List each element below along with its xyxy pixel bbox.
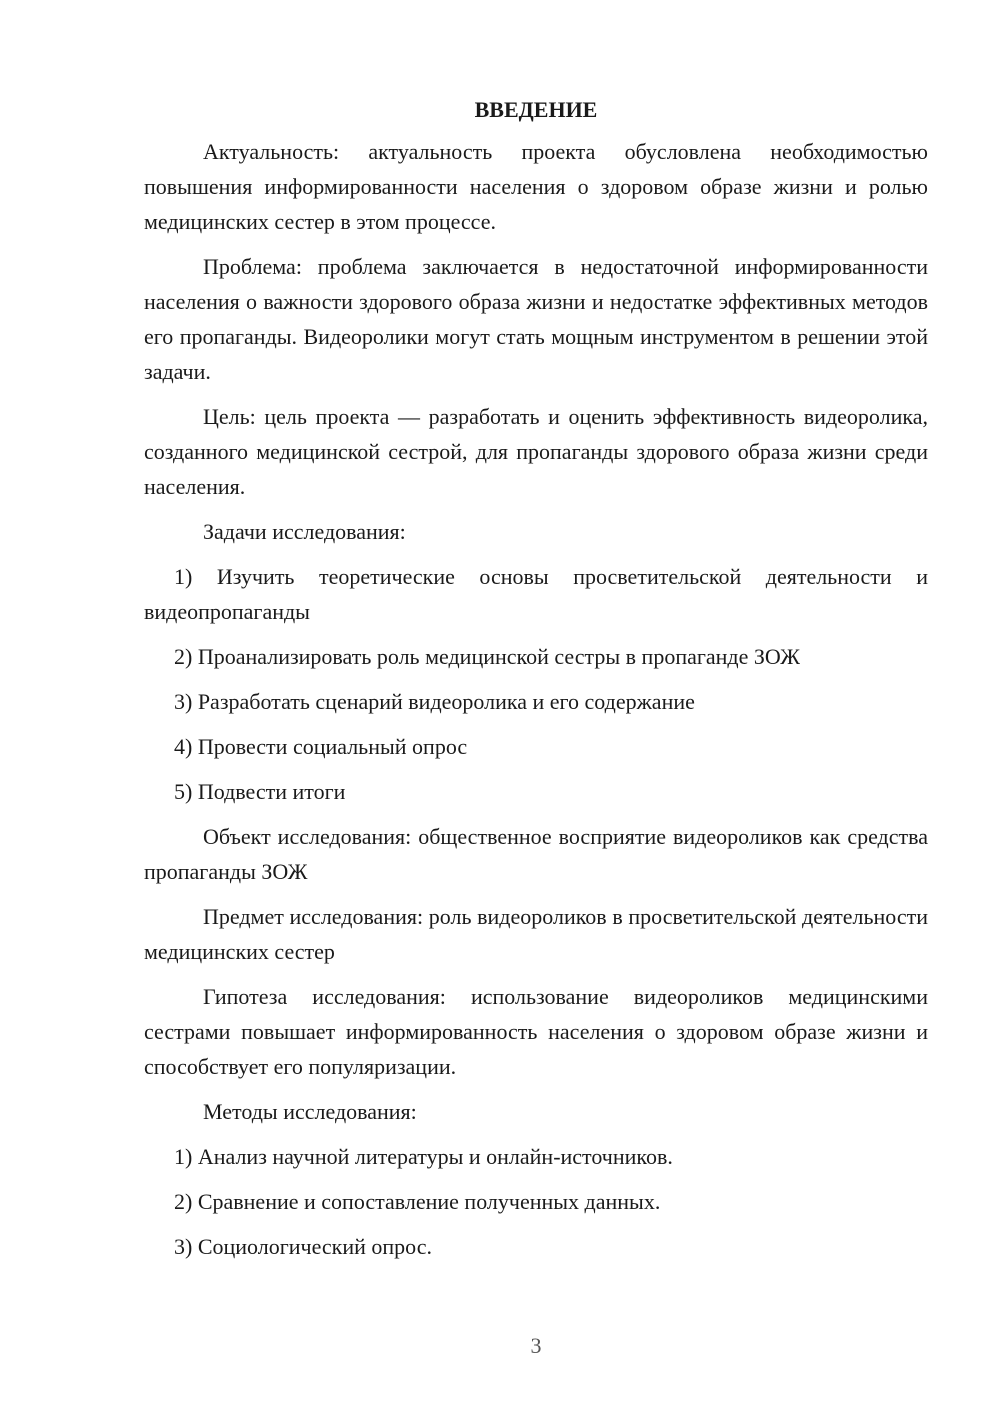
methods-heading: Методы исследования: [203,1099,417,1124]
hypothesis-paragraph: Гипотеза исследования: использование видеороликов медицинскими сестрами повышает информированность населения о здоровом образе жизни и способствует его популяризации. [144,984,928,1079]
relevance-paragraph: Актуальность: актуальность проекта обусловлена необходимостью повышения информированности населения о здоровом образе жизни и ролью медицинских сестер в этом процессе. [144,139,928,234]
subject-paragraph: Предмет исследования: роль видеороликов в просветительской деятельности медицинских сестер [144,904,928,964]
tasks-heading: Задачи исследования: [203,519,406,544]
goal-paragraph: Цель: цель проекта — разработать и оценить эффективность видеоролика, созданного медицинской сестрой, для пропаганды здорового образа жизни среди населения. [144,404,928,499]
task-item: 3) Разработать сценарий видеоролика и его содержание [174,689,695,714]
method-item: 3) Социологический опрос. [174,1234,432,1259]
task-item: 2) Проанализировать роль медицинской сестры в пропаганде ЗОЖ [174,644,800,669]
task-item: 4) Провести социальный опрос [174,734,468,759]
object-paragraph: Объект исследования: общественное восприятие видеороликов как средства пропаганды ЗОЖ [144,824,928,884]
document-page [144,92,928,1274]
page-title: ВВЕДЕНИЕ [474,97,598,122]
page-number: 3 [530,1333,542,1358]
problem-paragraph: Проблема: проблема заключается в недостаточной информированности населения о важности здорового образа жизни и недостатке эффективных методов его пропаганды. Видеоролики могут стать мощным инструментом в решении этой задачи. [144,254,928,384]
task-item: 1) Изучить теоретические основы просветительской деятельности и видеопропаганды [144,564,928,624]
task-item: 5) Подвести итоги [174,779,346,804]
method-item: 2) Сравнение и сопоставление полученных данных. [174,1189,661,1214]
method-item: 1) Анализ научной литературы и онлайн-источников. [174,1144,673,1169]
